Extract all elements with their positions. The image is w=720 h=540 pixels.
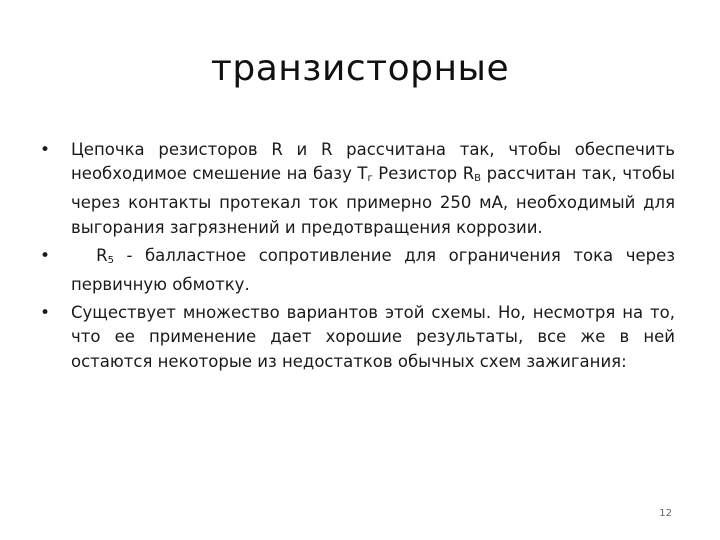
bullet-text: Резистор R (372, 164, 475, 184)
bullet-text: Существует множество вариантов этой схемы. Но, несмотря на то, что ее применение дает хорошие результаты, все же в ней остаются некоторые из недостатков обычных схем зажигания: (71, 303, 675, 371)
bullet-text: - балластное сопротивление для ограничения тока через первичную обмотку. (71, 245, 675, 295)
bullet-marker: • (40, 303, 51, 324)
subscript: 5 (107, 254, 114, 266)
bullet-list (40, 138, 675, 378)
bullet-resistor-chain (40, 138, 675, 240)
bullet-variants (40, 301, 675, 374)
bullet-ballast-resistor (40, 244, 675, 297)
page-number: 12 (659, 508, 672, 519)
subscript: В (474, 173, 482, 185)
bullet-marker: • (40, 140, 51, 160)
bullet-text: Цепочка резисторов R и R рассчитана так, чтобы обеспечить необходимое смешение на базу Т (71, 140, 675, 184)
bullet-text: R (71, 245, 108, 265)
bullet-text: рассчитан так, чтобы через контакты протекал ток примерно 250 мА, необходимый для выгорания загрязнений и предотвращения коррозии. (71, 164, 675, 237)
bullet-marker: • (40, 245, 51, 266)
subscript: г (367, 173, 373, 185)
slide-title: транзисторные (210, 48, 510, 89)
